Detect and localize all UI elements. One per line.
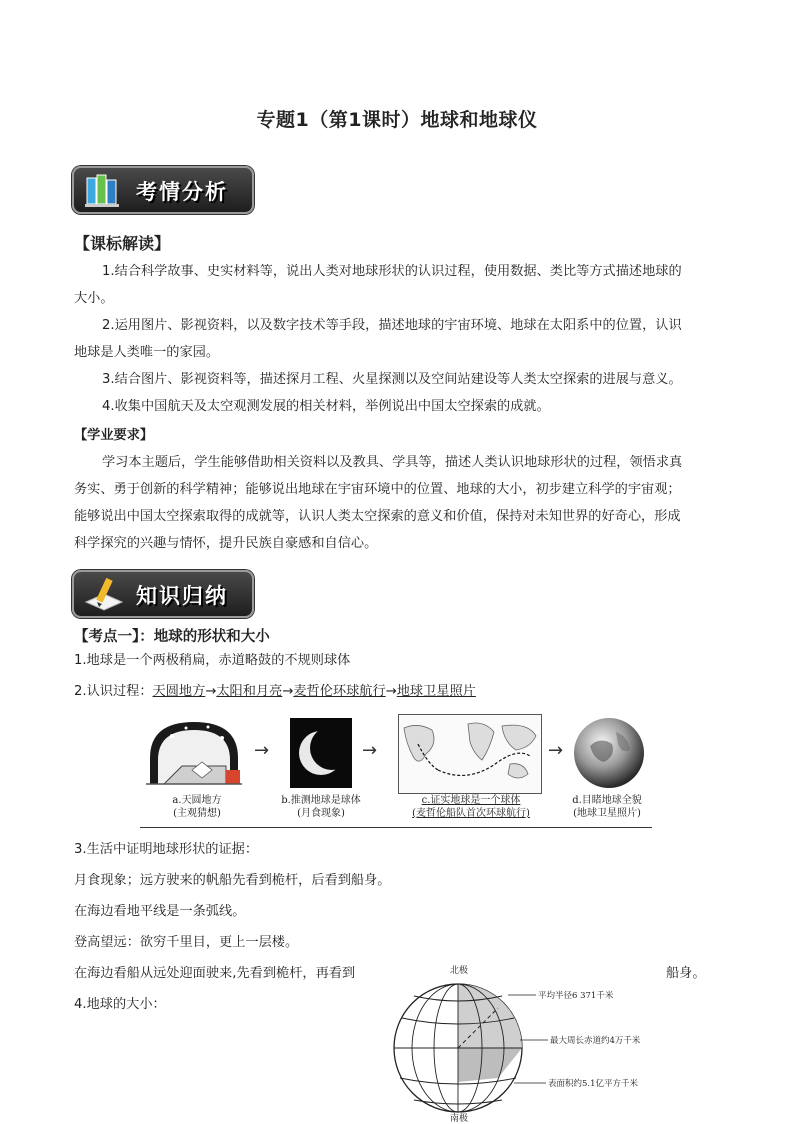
- magellan-route-map: [398, 714, 542, 794]
- requirements-line: 能够说出中国太空探索取得的成就等，认识人类太空探索的意义和价值，保持对未知世界的好奇心，形成: [74, 509, 681, 524]
- figure-arrow: →: [362, 740, 378, 761]
- requirements-line: 学习本主题后，学生能够借助相关资料以及教具、学具等，描述人类认识地球形状的过程，领悟求真: [102, 455, 683, 470]
- point1-heading: [74, 625, 270, 646]
- curriculum-item: 3.结合图片、影视资料等，描述探月工程、火星探测以及空间站建设等人类太空探索的进展与意义。: [102, 372, 682, 387]
- radius-label: 平均半径6 371千米: [538, 991, 614, 1001]
- curriculum-item: 2.运用图片、影视资料，以及数字技术等手段，描述地球的宇宙环境、地球在太阳系中的位置，认识: [102, 318, 682, 333]
- page-title: 专题1（第1课时）地球和地球仪: [256, 109, 538, 131]
- point1-line-7a: 在海边看船从远处迎面驶来,先看到桅杆，再看到: [74, 966, 356, 981]
- north-pole-label: 北极: [450, 966, 469, 976]
- curriculum-item: 1.结合科学故事、史实材料等，说出人类对地球形状的认识过程，使用数据、类比等方式描述地球的: [102, 264, 682, 279]
- caption-b-title: b.推测地球是球体: [281, 795, 361, 806]
- equator-label: 最大周长赤道约4万千米: [550, 1036, 641, 1046]
- caption-a: [142, 794, 252, 820]
- point1-line-1: 1.地球是一个两极稍扁，赤道略鼓的不规则球体: [74, 653, 351, 668]
- point1-line-7b: 船身。: [666, 966, 706, 981]
- banner-analysis: [72, 166, 254, 214]
- point1-line-6: 登高望远：欲穷千里目，更上一层楼。: [74, 935, 299, 950]
- requirements-text: [74, 449, 724, 557]
- caption-c-title: c.证实地球是一个球体: [421, 795, 521, 806]
- curriculum-list: [74, 258, 724, 420]
- process-step: 地球卫星照片: [396, 684, 476, 699]
- figure-arrow: →: [254, 740, 270, 761]
- process-arrow: →: [385, 684, 397, 699]
- process-arrow: →: [205, 684, 217, 699]
- pen-paper-icon: [84, 576, 124, 612]
- earth-satellite-photo: [572, 716, 646, 790]
- point1-heading-title: ：地球的形状和大小: [139, 629, 270, 645]
- books-icon: [84, 172, 124, 208]
- curriculum-item: 地球是人类唯一的家园。: [74, 345, 220, 360]
- point1-heading-tag: 【考点一】: [74, 629, 140, 645]
- point1-line-2: [74, 678, 476, 705]
- curriculum-item: 大小。: [74, 291, 114, 306]
- process-prefix: 2.认识过程：: [74, 684, 153, 699]
- area-label: 表面积约5.1亿平方千米: [548, 1079, 639, 1089]
- shape-cognition-figure: [140, 712, 652, 830]
- banner-summary: [72, 570, 254, 618]
- point1-line-8: 4.地球的大小：: [74, 997, 166, 1012]
- process-arrow: →: [282, 684, 294, 699]
- process-step: 麦哲伦环球航行: [293, 684, 386, 699]
- requirements-line: 务实、勇于创新的科学精神；能够说出地球在宇宙环境中的位置、地球的大小，初步建立科学的宇宙观；: [74, 482, 681, 497]
- caption-c: [392, 794, 550, 820]
- caption-d-note: (地球卫星照片): [573, 808, 641, 819]
- figure-arrow: →: [548, 740, 564, 761]
- caption-a-note: (主观猜想): [173, 808, 221, 819]
- caption-b: [264, 794, 378, 820]
- curriculum-item: 4.收集中国航天及太空观测发展的相关材料，举例说出中国太空探索的成就。: [102, 399, 550, 414]
- point1-line-3: 3.生活中证明地球形状的证据：: [74, 842, 259, 857]
- figure-baseline: [140, 827, 652, 828]
- requirements-heading: 【学业要求】: [74, 428, 154, 443]
- banner-summary-label: 知识归纳: [136, 583, 228, 608]
- caption-d: [554, 794, 660, 820]
- process-step: 太阳和月亮: [216, 684, 283, 699]
- lunar-eclipse-photo: [290, 718, 352, 788]
- process-step: 天圆地方: [152, 684, 206, 699]
- banner-analysis-label: 考情分析: [136, 179, 228, 204]
- south-pole-label: 南极: [450, 1114, 469, 1124]
- caption-a-title: a.天圆地方: [172, 795, 222, 806]
- point1-line-4: 月食现象；远方驶来的帆船先看到桅杆，后看到船身。: [74, 873, 391, 888]
- requirements-line: 科学探究的兴趣与情怀，提升民族自豪感和自信心。: [74, 536, 378, 551]
- caption-b-note: (月食现象): [297, 808, 345, 819]
- caption-c-note: (麦哲伦船队首次环球航行): [412, 808, 530, 819]
- dome-illustration: [142, 718, 246, 790]
- point1-line-5: 在海边看地平线是一条弧线。: [74, 904, 246, 919]
- caption-d-title: d.目睹地球全貌: [572, 795, 642, 806]
- curriculum-heading: 【课标解读】: [74, 234, 171, 253]
